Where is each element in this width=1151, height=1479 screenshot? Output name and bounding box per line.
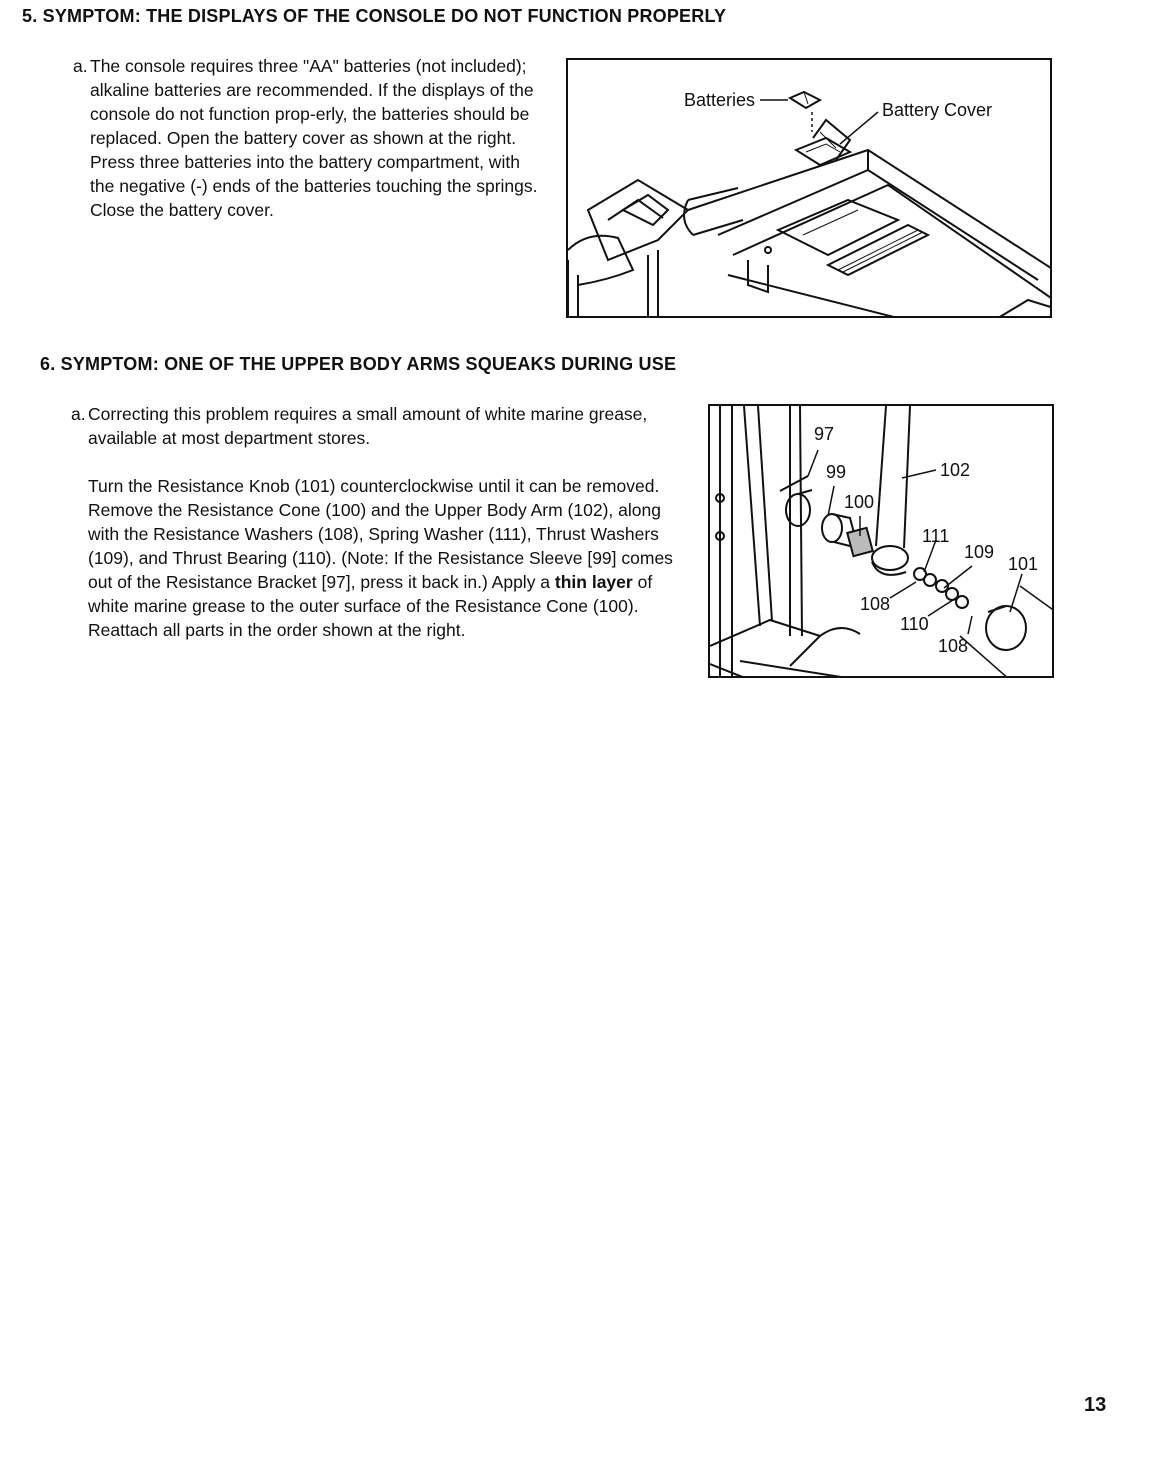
section-5-heading: 5. SYMPTOM: THE DISPLAYS OF THE CONSOLE DO NOT FUNCTION PROPERLY bbox=[22, 6, 727, 26]
section-5-paragraph: The console requires three "AA" batteries (not included); alkaline batteries are recommended. If the displays of the console do not function prop-erly, the batteries should be replaced. Open the battery cover as shown at the right. Press three batteries into the battery compartment, with the negative (-) ends of the batteries touching the springs. Close the battery cover. bbox=[90, 56, 538, 220]
upper-body-arm-figure bbox=[708, 404, 1054, 678]
section-6-heading: 6. SYMPTOM: ONE OF THE UPPER BODY ARMS SQUEAKS DURING USE bbox=[40, 354, 677, 374]
page-number: 13 bbox=[1084, 1394, 1107, 1416]
paragraph-2-part-1: Turn the Resistance Knob (101) counterclockwise until it can be removed. Remove the Resistance Cone (100) and the Upper Body Arm (102), along with the Resistance Washers (108), Spring Washer (111), Thrust Washers (109), and Thrust Bearing (110). (Note: If the Resistance Sleeve [99] comes out of the Resistance Bracket [97], press it back in.) Apply a bbox=[88, 476, 673, 592]
label-100: 100 bbox=[844, 492, 875, 512]
label-batteries: Batteries bbox=[684, 90, 756, 110]
battery-illustration bbox=[568, 60, 1052, 318]
list-marker: a. bbox=[73, 56, 88, 76]
label-111: 111 bbox=[922, 526, 950, 546]
label-102: 102 bbox=[940, 460, 971, 480]
paragraph-2-part-2: of white marine grease to the outer surface of the Resistance Cone (100). Reattach all parts in the order shown at the right. bbox=[88, 572, 653, 640]
label-101: 101 bbox=[1008, 554, 1039, 574]
label-109: 109 bbox=[964, 542, 995, 562]
section-6-body bbox=[71, 402, 678, 642]
bold-thin-layer: thin layer bbox=[554, 572, 633, 592]
upper-body-arm-illustration bbox=[710, 406, 1054, 678]
label-110: 110 bbox=[900, 614, 929, 634]
label-97: 97 bbox=[814, 424, 835, 444]
label-battery-cover: Battery Cover bbox=[882, 100, 993, 120]
label-99: 99 bbox=[826, 462, 847, 482]
section-6-paragraph-2 bbox=[88, 474, 678, 642]
label-108-left: 108 bbox=[860, 594, 891, 614]
section-5-body bbox=[73, 54, 540, 222]
list-marker: a. bbox=[71, 404, 86, 424]
battery-figure bbox=[566, 58, 1052, 318]
label-108-right: 108 bbox=[938, 636, 969, 656]
section-6-paragraph-1: Correcting this problem requires a small amount of white marine grease, available at most department stores. bbox=[88, 404, 648, 448]
